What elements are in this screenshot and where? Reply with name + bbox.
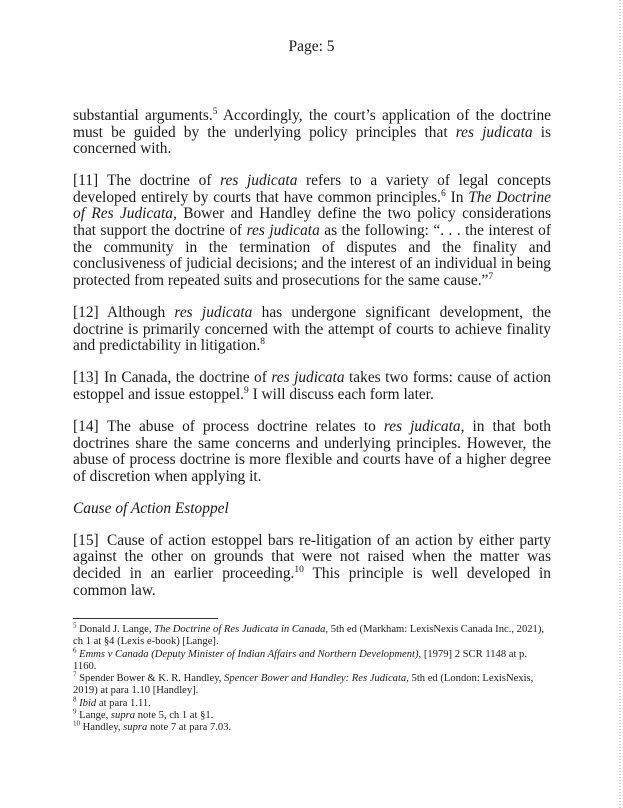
text-run: refers to a variety of legal concepts developed entirely by courts that have common principles.: [73, 172, 552, 206]
text-run: , 5th ed (London: LexisNexis, 2019) at para 1.10 [Handley].: [73, 673, 534, 697]
text-run: Spender Bower & K. R. Handley,: [76, 673, 225, 685]
text-run: Although: [107, 303, 175, 321]
paragraph-p15: [73, 533, 551, 599]
text-run: In Canada, the doctrine of: [104, 369, 272, 387]
text-run: in that both doctrines share the same concerns and underlying principles. However, the abuse of process doctrine is more flexible and courts have of a higher degree of discretion when applying it.: [73, 417, 551, 485]
italic-text: res judicata: [246, 222, 320, 240]
italic-text: The Doctrine of Res Judicata,: [73, 188, 551, 223]
footnote-6: [73, 646, 551, 674]
section-heading: Cause of Action Estoppel: [73, 499, 229, 517]
text-run: Lange,: [76, 710, 111, 722]
paragraph-number: [13]: [73, 369, 99, 387]
paragraph-group: [73, 533, 551, 599]
paragraph-p12: [73, 305, 551, 355]
italic-text: res judicata: [455, 123, 533, 141]
text-run: Accordingly, the court’s application of the doctrine must be guided by the underlying policy principles that: [73, 107, 552, 141]
footnotes: [73, 621, 551, 735]
paragraph-p13: [73, 370, 551, 403]
document-body: [73, 108, 551, 615]
footnote-number: 9: [73, 707, 77, 716]
paragraph-group: [73, 108, 551, 485]
text-run: The abuse of process doctrine relates to: [107, 417, 384, 435]
text-run: , [1979] 2 SCR 1148 at p. 1160.: [73, 648, 530, 672]
italic-text: Emms v Canada (Deputy Minister of Indian Affairs and Northern Development): [79, 648, 419, 660]
paragraph-number: [15]: [73, 531, 99, 549]
text-run: This principle is well developed in common law.: [73, 565, 551, 599]
footnote-separator: [73, 618, 218, 619]
text-run: Handley,: [80, 722, 124, 734]
text-run: note 7 at para 7.03.: [147, 722, 232, 734]
footnote-reference: 10: [294, 564, 304, 575]
text-run: note 5, ch 1 at §1.: [135, 710, 214, 722]
paragraph-number: [12]: [73, 303, 99, 321]
paragraph-p14: [73, 419, 551, 485]
footnote-number: 5: [73, 621, 77, 630]
text-run: , 5th ed (Markham: LexisNexis Canada Inc., 2021), ch 1 at §4 (Lexis e-book) [Lange].: [73, 624, 545, 648]
paragraph-continued: [73, 108, 551, 158]
text-run: at para 1.11.: [96, 697, 151, 709]
text-run: is concerned with.: [73, 123, 551, 158]
text-run: I will discuss each form later.: [248, 385, 434, 403]
footnote-number: 7: [73, 670, 77, 679]
page-number-header: Page: 5: [288, 38, 335, 55]
text-run: Cause of action estoppel bars re-litigation of an action by either party against the other on grounds that were not raised when the matter was decided in an earlier proceeding.: [73, 531, 551, 583]
italic-text: supra: [110, 710, 136, 722]
scan-edge-border: [619, 0, 621, 808]
text-run: takes two forms: cause of action estoppel and issue estoppel.: [73, 369, 551, 403]
italic-text: res judicata: [271, 369, 345, 387]
italic-text: res judicata: [220, 172, 298, 190]
footnote-7: [73, 670, 551, 698]
paragraph-number: [14]: [73, 417, 99, 435]
footnote-8: [73, 695, 551, 710]
italic-text: The Doctrine of Res Judicata in Canada: [154, 624, 326, 635]
text-run: has undergone significant development, the doctrine is primarily concerned with the attempt of courts to achieve finality and predictability in litigation.: [73, 303, 552, 355]
text-run: The doctrine of: [107, 172, 221, 190]
italic-text: Ibid: [79, 697, 97, 709]
footnote-reference: 9: [243, 385, 249, 396]
footnote-reference: 6: [440, 188, 446, 199]
text-run: as the following: “. . . the interest of the community in the termination of disputes and the finality and conclusiveness of judicial decisions; and the interest of an individual in being protected from repeated suits and prosecutions for the same cause.”: [73, 222, 551, 289]
italic-text: Spencer Bower and Handley: Res Judicata: [224, 673, 407, 685]
text-run: In: [445, 188, 469, 206]
italic-text: res judicata: [174, 303, 253, 321]
footnote-9: [73, 707, 551, 722]
footnote-number: 8: [73, 695, 77, 704]
paragraph-number: [11]: [73, 172, 99, 190]
footnote-reference: 8: [260, 337, 265, 347]
text-run: Bower and Handley define the two policy considerations that support the doctrine of: [73, 205, 551, 240]
footnote-reference: 7: [488, 271, 494, 282]
footnote-5: [73, 621, 551, 649]
italic-text: res judicata,: [383, 417, 465, 435]
italic-text: supra: [123, 722, 148, 734]
footnote-number: 6: [73, 646, 77, 655]
footnote-reference: 5: [212, 106, 218, 117]
text-run: substantial arguments.: [73, 107, 213, 124]
footnote-10: [73, 719, 551, 734]
text-run: Donald J. Lange,: [76, 624, 155, 635]
footnote-number: 10: [73, 719, 80, 728]
paragraph-p11: [73, 173, 551, 289]
